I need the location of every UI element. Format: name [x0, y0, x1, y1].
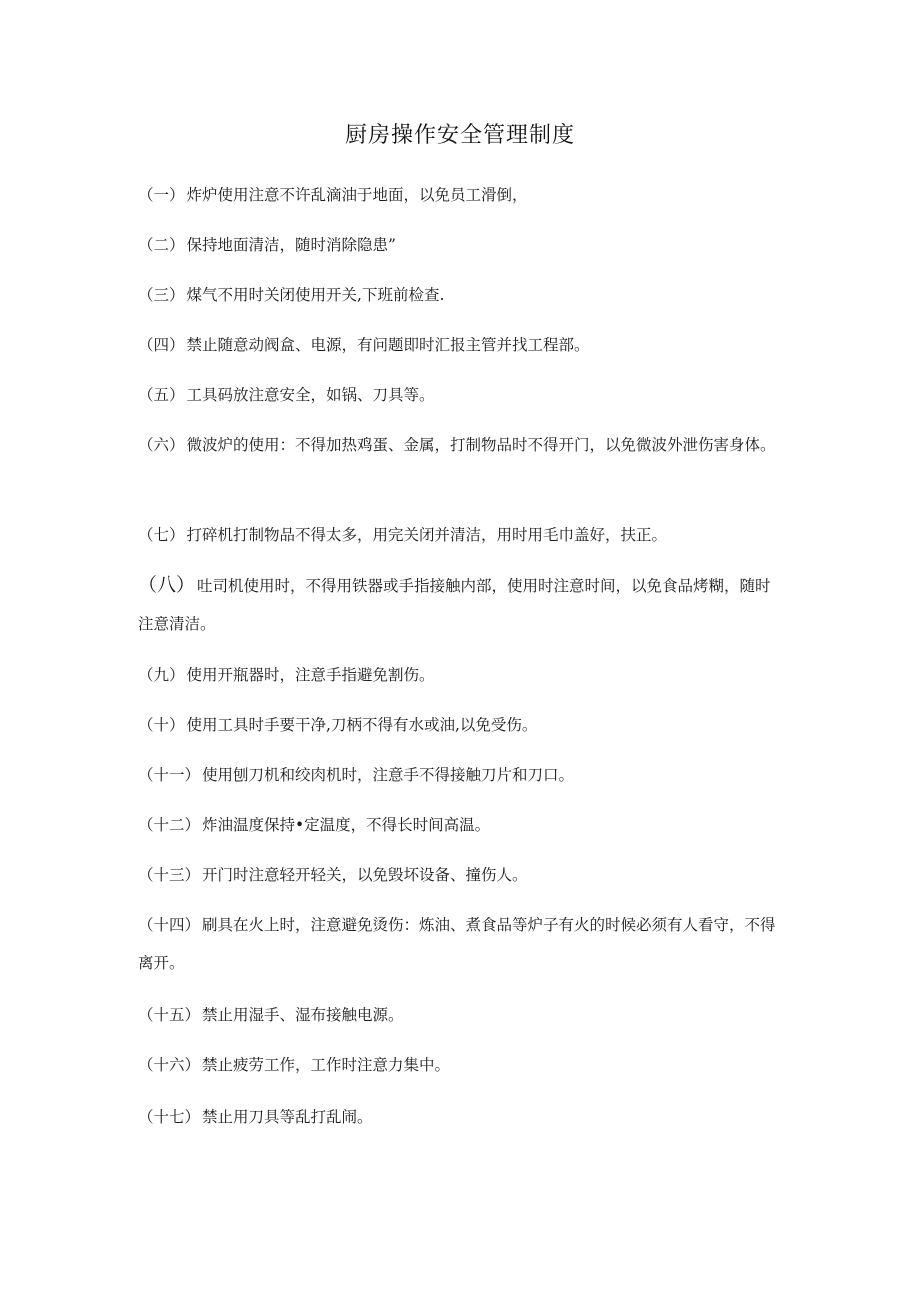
rule-item-14 — [138, 906, 778, 982]
rule-item-15 — [138, 996, 778, 1034]
rule-text: 吐司机使用时，不得用铁器或手指接触内部，使用时注意时间，以免食品烤糊，随时注意清洁。 — [138, 577, 771, 633]
rule-number: （七） — [138, 526, 185, 544]
rule-number: （三） — [138, 286, 185, 304]
rule-number: （九） — [138, 666, 185, 684]
rule-number: （六） — [138, 436, 185, 454]
rule-number: （十三） — [138, 866, 201, 884]
rule-item-17 — [138, 1098, 778, 1136]
rule-number: （十五） — [138, 1006, 201, 1024]
rule-item-12 — [138, 806, 778, 844]
rule-item-9 — [138, 656, 778, 694]
document-title: 厨房操作安全管理制度 — [344, 123, 575, 148]
rule-text: 使用刨刀机和绞肉机时，注意手不得接触刀片和刀口。 — [202, 766, 575, 784]
rule-number: （八） — [138, 574, 196, 596]
rule-text: 炸炉使用注意不许乱滴油于地面，以免员工滑倒， — [186, 186, 528, 204]
rule-text: 煤气不用时关闭使用开关,下班前检查. — [186, 286, 445, 304]
rule-item-10 — [138, 706, 778, 744]
rule-item-13 — [138, 856, 778, 894]
rule-text: 禁止疲劳工作，工作时注意力集中。 — [202, 1056, 451, 1074]
rule-item-2 — [138, 226, 778, 264]
rule-text: 禁止用刀具等乱打乱闹。 — [202, 1108, 373, 1126]
rule-number: （十） — [138, 716, 185, 734]
rule-text: 微波炉的使用：不得加热鸡蛋、金属，打制物品时不得开门，以免微波外泄伤害身体。 — [186, 436, 776, 454]
rule-item-4 — [138, 326, 778, 364]
rule-item-3 — [138, 276, 778, 314]
rule-text: 工具码放注意安全，如锅、刀具等。 — [186, 386, 435, 404]
rule-item-7 — [138, 516, 778, 554]
rule-number: （二） — [138, 236, 185, 254]
rule-item-11 — [138, 756, 778, 794]
rule-number: （十一） — [138, 766, 201, 784]
rule-number: （十二） — [138, 816, 201, 834]
rule-item-1 — [138, 176, 778, 214]
rule-number: （一） — [138, 186, 185, 204]
rule-number: （十四） — [138, 916, 201, 934]
rule-text: 禁止用湿手、湿布接触电源。 — [202, 1006, 404, 1024]
rule-item-5 — [138, 376, 778, 414]
rule-text: 使用开瓶器时，注意手指避免割伤。 — [186, 666, 435, 684]
rule-number: （十七） — [138, 1108, 201, 1126]
rule-number: （四） — [138, 336, 185, 354]
rule-text: 刷具在火上时，注意避免烫伤：炼油、煮食品等炉子有火的时候必须有人看守，不得离开。 — [138, 916, 776, 972]
rule-text: 使用工具时手要干净,刀柄不得有水或油,以免受伤。 — [186, 716, 538, 734]
rule-number: （十六） — [138, 1056, 201, 1074]
rule-item-8 — [138, 566, 778, 643]
rule-text: 保持地面清洁，随时消除隐患” — [186, 236, 396, 254]
rule-text: 打碎机打制物品不得太多，用完关闭并清洁，用时用毛巾盖好，扶正。 — [186, 526, 668, 544]
rule-number: （五） — [138, 386, 185, 404]
rule-item-6 — [138, 426, 778, 464]
rule-item-16 — [138, 1046, 778, 1084]
rule-text: 炸油温度保持•定温度，不得长时间高温。 — [202, 816, 491, 834]
rule-text: 禁止随意动阀盒、电源，有问题即时汇报主管并找工程部。 — [186, 336, 590, 354]
rule-text: 开门时注意轻开轻关，以免毁坏设备、撞伤人。 — [202, 866, 528, 884]
